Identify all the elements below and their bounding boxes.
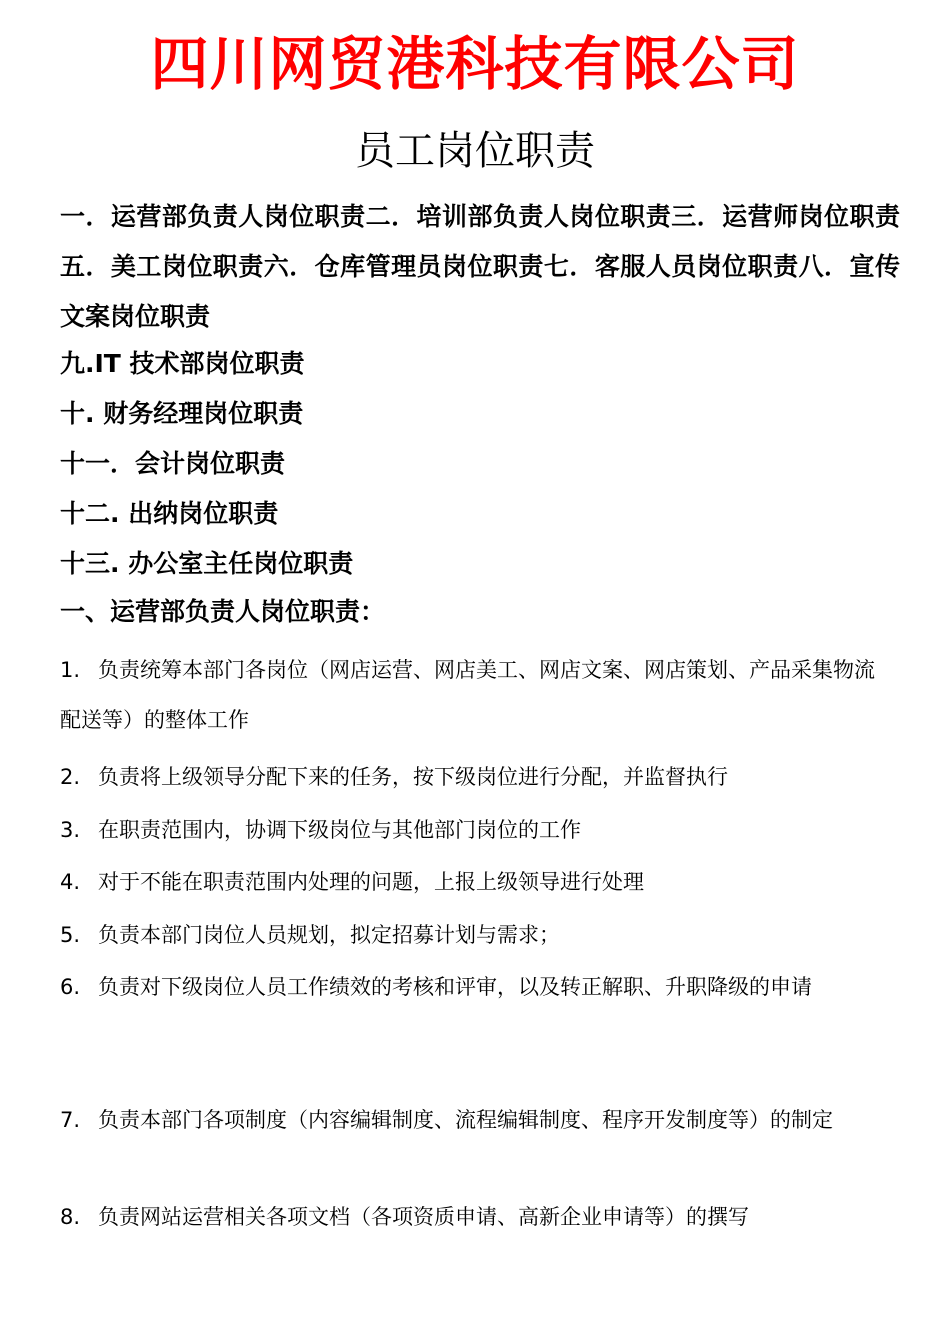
item-text: 在职责范围内，协调下级岗位与其他部门岗位的工作 bbox=[98, 818, 581, 842]
item-text: 负责统筹本部门各岗位（网店运营、网店美工、网店文案、网店策划、产品采集物流配送等）的整体工作 bbox=[60, 658, 875, 732]
item-number: 2. bbox=[60, 765, 81, 789]
duty-item bbox=[60, 910, 890, 960]
duty-item bbox=[60, 752, 890, 802]
duty-item bbox=[60, 1095, 890, 1145]
item-number: 4. bbox=[60, 870, 81, 894]
company-name: 四川网贸港科技有限公司 bbox=[150, 30, 800, 98]
toc-item: 十. 财务经理岗位职责 bbox=[60, 399, 304, 428]
item-text: 负责本部门岗位人员规划，拟定招募计划与需求； bbox=[98, 923, 560, 947]
duty-item bbox=[60, 1192, 890, 1242]
item-text: 负责将上级领导分配下来的任务，按下级岗位进行分配，并监督执行 bbox=[98, 765, 728, 789]
item-number: 6. bbox=[60, 975, 81, 999]
document-title: 员工岗位职责 bbox=[355, 128, 595, 174]
toc-paragraph: 一．运营部负责人岗位职责二．培训部负责人岗位职责三．运营师岗位职责五．美工岗位职责六．仓库管理员岗位职责七．客服人员岗位职责八．宣传文案岗位职责 bbox=[60, 202, 900, 331]
toc-item: 九.IT 技术部岗位职责 bbox=[60, 349, 305, 378]
item-text: 负责本部门各项制度（内容编辑制度、流程编辑制度、程序开发制度等）的制定 bbox=[98, 1108, 833, 1132]
toc-item: 十一．会计岗位职责 bbox=[60, 449, 286, 478]
item-text: 对于不能在职责范围内处理的问题，上报上级领导进行处理 bbox=[98, 870, 644, 894]
item-number: 3. bbox=[60, 818, 81, 842]
item-number: 5. bbox=[60, 923, 81, 947]
item-text: 负责网站运营相关各项文档（各项资质申请、高新企业申请等）的撰写 bbox=[98, 1205, 749, 1229]
toc-item: 十二. 出纳岗位职责 bbox=[60, 499, 279, 528]
section-heading: 一、运营部负责人岗位职责： bbox=[60, 597, 386, 626]
duty-item bbox=[60, 857, 890, 907]
item-number: 8. bbox=[60, 1205, 81, 1229]
toc-item: 十三. 办公室主任岗位职责 bbox=[60, 549, 354, 578]
duty-item bbox=[60, 962, 890, 1012]
duty-item bbox=[60, 645, 890, 745]
item-number: 7. bbox=[60, 1108, 81, 1132]
item-text: 负责对下级岗位人员工作绩效的考核和评审，以及转正解职、升职降级的申请 bbox=[98, 975, 812, 999]
duty-item bbox=[60, 805, 890, 855]
item-number: 1. bbox=[60, 658, 81, 682]
